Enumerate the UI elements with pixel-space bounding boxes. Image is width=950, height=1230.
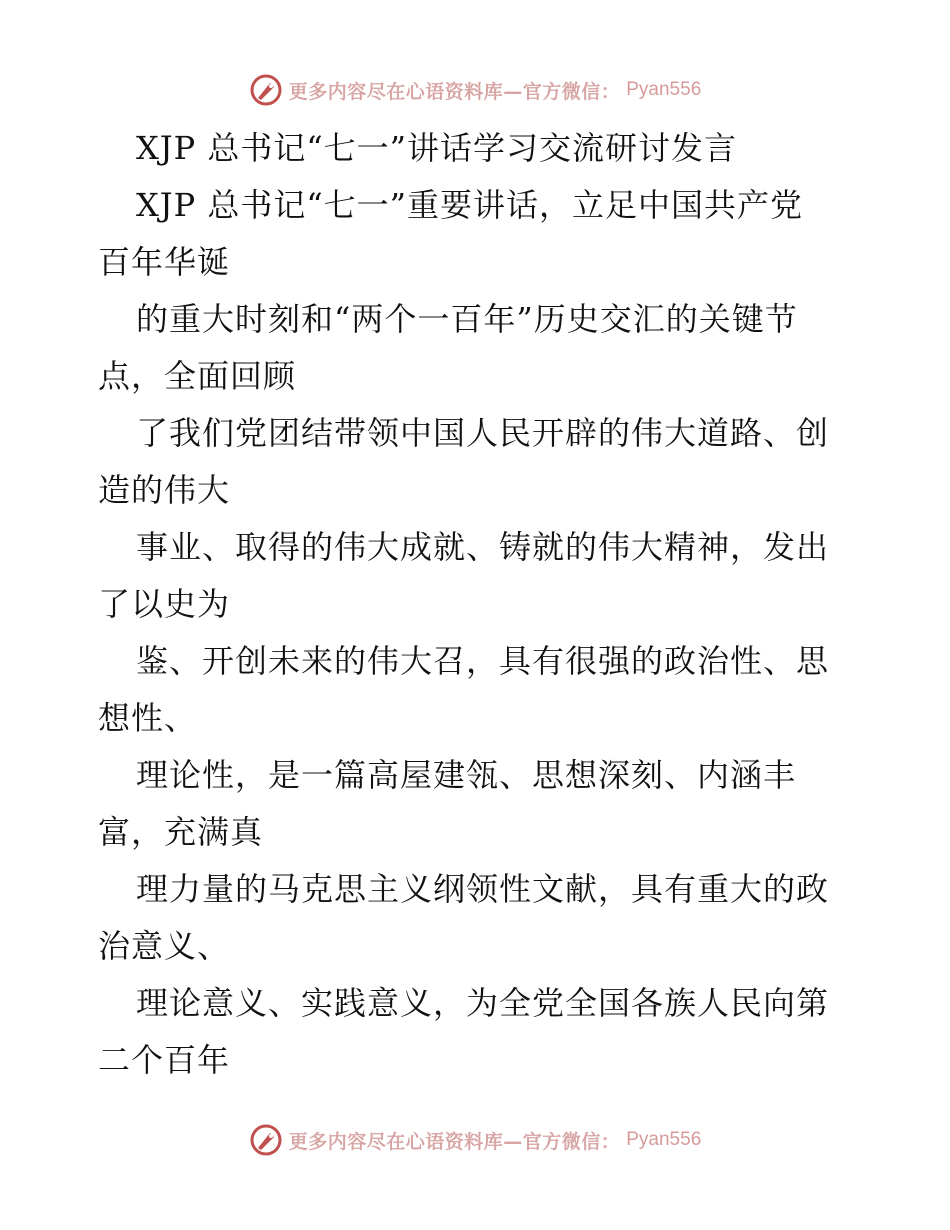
text-line: 理论性，是一篇高屋建瓴、思想深刻、内涵丰 [136,756,797,794]
watermark-account: Pyan556 [626,79,702,100]
text-line: 理论意义、实践意义，为全党全国各族人民向第 [136,984,830,1022]
text-line: 造的伟大 [98,471,231,509]
text-line: 的重大时刻和“两个一百年”历史交汇的关键节 [136,300,798,338]
text-line: 富，充满真 [98,813,264,851]
text-line: 理力量的马克思主义纲领性文献，具有重大的政 [136,870,830,908]
text-line: 想性、 [98,699,198,737]
footer-watermark [0,1120,950,1160]
text-line: 百年华诞 [98,243,231,281]
text-line: 二个百年 [98,1041,231,1079]
text-line: XJP 总书记“七一”重要讲话，立足中国共产党 [136,186,804,224]
text-line: 了以史为 [98,585,231,623]
header-watermark [0,70,950,110]
pen-nib-logo-icon [249,73,283,107]
text-line: 治意义、 [98,927,231,965]
text-line: 点，全面回顾 [98,357,297,395]
document-body [98,120,858,1089]
watermark-account: Pyan556 [626,1129,702,1150]
watermark-text: 更多内容尽在心语资料库—官方微信： [288,80,621,103]
text-line: 了我们党团结带领中国人民开辟的伟大道路、创 [136,414,830,452]
text-line: 鉴、开创未来的伟大召，具有很强的政治性、思 [136,642,830,680]
watermark-text: 更多内容尽在心语资料库—官方微信： [288,1130,621,1153]
text-line: 事业、取得的伟大成就、铸就的伟大精神，发出 [136,528,830,566]
pen-nib-logo-icon [249,1123,283,1157]
document-title: XJP 总书记“七一”讲话学习交流研讨发言 [136,129,738,167]
